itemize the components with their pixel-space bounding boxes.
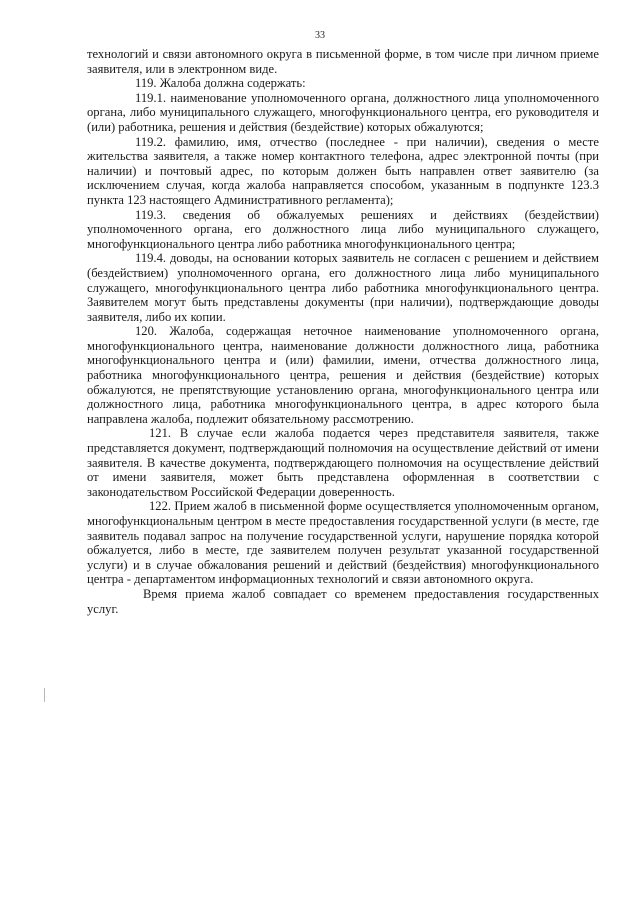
paragraph-continuation: технологий и связи автономного округа в письменной форме, в том числе при личном приеме заявителя, или в электронном виде. <box>87 47 599 76</box>
document-body <box>87 47 599 616</box>
paragraph-119-2: 119.2. фамилию, имя, отчество (последнее - при наличии), сведения о месте жительства заявителя, а также номер контактного телефона, адрес электронной почты (при наличии) и почтовый адрес, по которым должен быть направлен ответ заявителю (за исключением случая, когда жалоба направляется способом, указанным в подпункте 123.3 пункта 123 настоящего Административного регламента); <box>87 134 599 207</box>
paragraph-120: 120. Жалоба, содержащая неточное наименование уполномоченного органа, многофункционального центра, наименование должности должностного лица, работника многофункционального центра и (или) фамилии, имени, отчества должностного лица, работника многофункционального центра, решения и действия (бездействие) которых обжалуются, не препятствующие установлению органа, многофункционального центра или должностного лица, работника многофункционального центра, в адрес которого была направлена жалоба, подлежит обязательному рассмотрению. <box>87 324 599 426</box>
paragraph-121: 121. В случае если жалоба подается через представителя заявителя, также представляется документ, подтверждающий полномочия на осуществление действий от имени заявителя. В качестве документа, подтверждающего полномочия на осуществление действий от имени заявителя, может быть представлена оформленная в соответствии с законодательством Российской Федерации доверенность. <box>87 426 599 499</box>
paragraph-122: 122. Прием жалоб в письменной форме осуществляется уполномоченным органом, многофункциональным центром в месте предоставления государственной услуги (в месте, где заявитель подавал запрос на получение государственной услуги, нарушение порядка которой обжалуется, либо в месте, где заявителем получен результат указанной государственной услуги) и в случае обжалования решений и действий (бездействия) многофункционального центра - департаментом информационных технологий и связи автономного округа. <box>87 499 599 587</box>
paragraph-119-3: 119.3. сведения об обжалуемых решениях и действиях (бездействии) уполномоченного органа, его должностного лица либо муниципального служащего, многофункционального центра либо работника многофункционального центра; <box>87 207 599 251</box>
paragraph-reception-time: Время приема жалоб совпадает со временем предоставления государственных услуг. <box>87 586 599 616</box>
scan-mark <box>44 688 45 702</box>
page-number: 33 <box>315 30 325 41</box>
paragraph-119: 119. Жалоба должна содержать: <box>135 76 306 91</box>
paragraph-119-4: 119.4. доводы, на основании которых заявитель не согласен с решением и действием (бездействием) уполномоченного органа, его должностного лица либо муниципального служащего, многофункционального центра либо работника многофункционального центра. Заявителем могут быть представлены документы (при наличии), подтверждающие доводы заявителя, либо их копии. <box>87 251 599 324</box>
paragraph-119-1: 119.1. наименование уполномоченного органа, должностного лица уполномоченного органа, либо муниципального служащего, многофункционального центра, его руководителя и (или) работника, решения и действия (бездействие) которых обжалуются; <box>87 90 599 134</box>
